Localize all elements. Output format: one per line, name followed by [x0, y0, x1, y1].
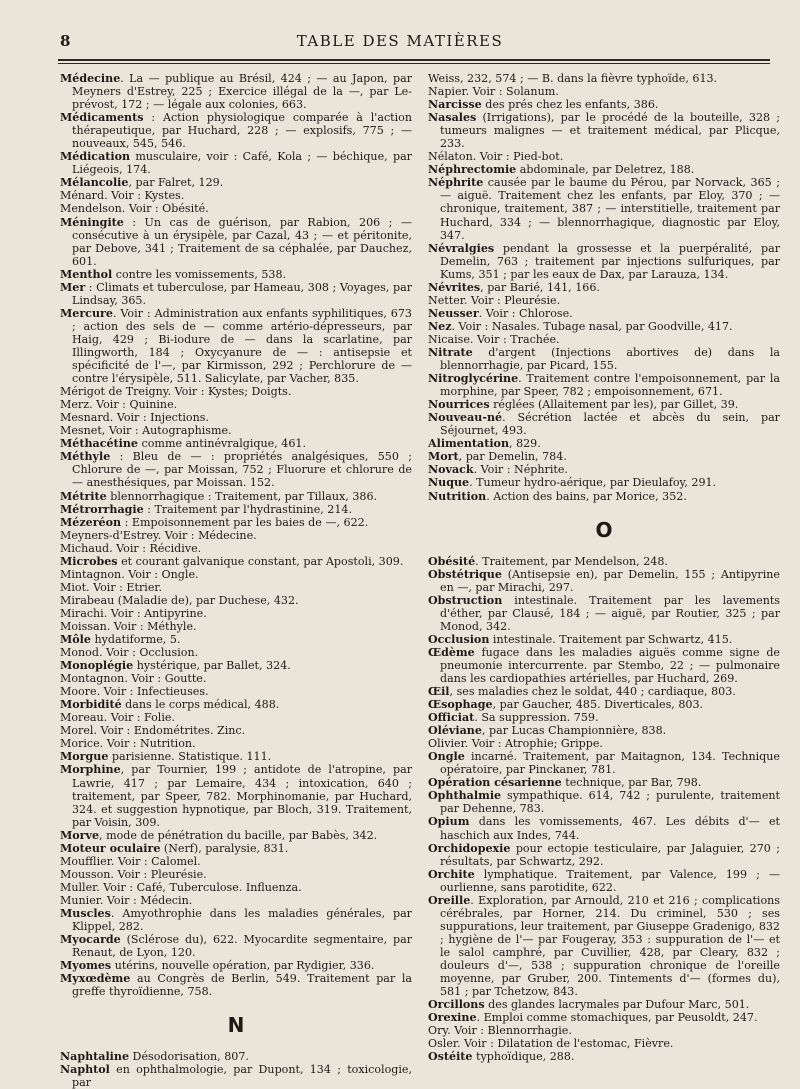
entry-headword: Ostéite	[428, 1050, 473, 1064]
entry-headword: Monoplégie	[60, 659, 134, 673]
entry-text: Olivier. Voir : Atrophie; Grippe.	[428, 737, 603, 751]
index-entry	[428, 594, 780, 633]
entry-text: Netter. Voir : Pleurésie.	[428, 293, 561, 307]
index-entry	[60, 881, 412, 894]
entry-text: Ory. Voir : Blennorrhagie.	[428, 1024, 572, 1038]
entry-headword: Orexine	[428, 1011, 477, 1025]
index-entry	[60, 594, 412, 607]
entry-text: Montagnon. Voir : Goutte.	[60, 672, 207, 686]
entry-headword: Alimentation	[428, 437, 510, 451]
entry-headword: Ophthalmie	[428, 789, 502, 803]
index-entry	[428, 776, 780, 789]
entry-text: . Voir : Néphrite.	[473, 463, 568, 477]
entry-text: pour ectopie testiculaire, par Jalaguier, 270 ; résultats, par Schwartz, 292.	[440, 841, 780, 868]
entry-text: Moore. Voir : Infectieuses.	[60, 685, 209, 699]
entry-text: contre les vomissements, 538.	[112, 267, 287, 281]
entry-text: Michaud. Voir : Récidive.	[60, 541, 202, 555]
entry-text: des prés chez les enfants, 386.	[481, 98, 659, 112]
entry-text: . Voir : Nasales. Tubage nasal, par Goodville, 417.	[451, 319, 733, 333]
entry-text: des glandes lacrymales par Dufour Marc, 501.	[484, 998, 750, 1012]
entry-text: Nicaise. Voir : Trachée.	[428, 332, 560, 346]
index-entry	[60, 490, 412, 503]
entry-headword: Néphrite	[428, 176, 484, 190]
index-entry	[428, 398, 780, 411]
index-entry	[428, 750, 780, 776]
index-entry	[428, 711, 780, 724]
index-entry	[60, 542, 412, 555]
entry-text: Mesnet, Voir : Autographisme.	[60, 424, 232, 438]
entry-headword: Nuque	[428, 476, 470, 490]
entry-headword: Moteur oculaire	[60, 841, 161, 855]
entry-headword: Œil	[428, 685, 450, 699]
entry-headword: Myomes	[60, 959, 112, 973]
section-letter: N	[227, 1013, 245, 1038]
entry-text: , par Falret, 129.	[128, 176, 224, 190]
index-entry	[60, 503, 412, 516]
entry-headword: Mélancolie	[60, 176, 129, 190]
index-entry	[428, 437, 780, 450]
index-entry	[60, 216, 412, 268]
entry-text: sympathique. 614, 742 ; purulente, traitement par Dehenne, 783.	[440, 789, 780, 816]
entry-headword: Nitrate	[428, 345, 473, 359]
index-entry	[428, 998, 780, 1011]
entry-text: (Irrigations), par le procédé de la bouteille, 328 ; tumeurs malignes — et traitement médical, par Plicque, 233.	[440, 111, 780, 151]
index-entry	[60, 607, 412, 620]
entry-headword: Novack	[428, 463, 474, 477]
entry-text: Mintagnon. Voir : Ongle.	[60, 567, 199, 581]
entry-headword: Méthyle	[60, 450, 111, 464]
right-column	[428, 72, 780, 1063]
entry-headword: Orchidopexie	[428, 841, 511, 855]
index-entry	[428, 1050, 780, 1063]
entry-headword: Œdème	[428, 645, 475, 659]
entry-text: Moreau. Voir : Folie.	[60, 711, 175, 725]
index-entry	[60, 202, 412, 215]
entry-text: Nélaton. Voir : Pied-bot.	[428, 150, 564, 164]
index-entry	[428, 633, 780, 646]
index-entry	[60, 868, 412, 881]
entry-text: parisienne. Statistique. 111.	[108, 750, 272, 764]
entry-headword: Obésité	[428, 554, 476, 568]
entry-headword: Névrites	[428, 280, 481, 294]
entry-text: fugace dans les maladies aiguës comme signe de pneumonie intercurrente. par Stembo, 22 ; — pulmonaire dans les cardiopathies artérielles, par Huchard, 269.	[440, 645, 780, 685]
index-entry	[60, 1050, 412, 1063]
entry-headword: Myxœdème	[60, 972, 131, 986]
index-entry	[60, 894, 412, 907]
index-entry	[60, 763, 412, 828]
entry-text: . Amyothrophie dans les maladies générales, par Klippel, 282.	[72, 907, 412, 934]
entry-text: . Exploration, par Arnould, 210 et 216 ; complications cérébrales, par Horner, 214. Du criminel, 530 ; ses suppurations, leur traitement, par Giuseppe Gradenigo, 832 ; hygiène de l'— par Fougeray, 353 : suppuration de l'— et le salol camphré, par Cuvillier, 428, par Cleary, 832 ; douleurs d'—, 538 ; suppuration chronique de l'oreille moyenne, par Gruber, 200. Tintements d'— (formes du), 581 ; par Tchetzow, 843.	[440, 893, 780, 999]
entry-text: au Congrès de Berlin, 549. Traitement par la greffe thyroïdienne, 758.	[72, 972, 412, 999]
index-entry	[60, 620, 412, 633]
entry-text: dans le corps médical, 488.	[121, 698, 280, 712]
entry-headword: Narcisse	[428, 98, 482, 112]
entry-headword: Neusser	[428, 306, 479, 320]
index-entry	[428, 163, 780, 176]
index-entry	[428, 98, 780, 111]
index-entry	[428, 894, 780, 998]
entry-headword: Médication	[60, 150, 131, 164]
index-entry	[60, 529, 412, 542]
entry-text: Mendelson. Voir : Obésité.	[60, 202, 209, 216]
index-entry	[60, 111, 412, 150]
index-entry	[428, 111, 780, 150]
index-entry	[428, 450, 780, 463]
entry-text: (Nerf), paralysie, 831.	[160, 841, 289, 855]
entry-headword: Morphine	[60, 763, 121, 777]
entry-text: Mirabeau (Maladie de), par Duchese, 432.	[60, 593, 299, 607]
entry-text: : Empoisonnement par les baies de —, 622.	[121, 515, 369, 529]
entry-text: : Climats et tuberculose, par Hameau, 308 ; Voyages, par Lindsay, 365.	[72, 280, 412, 307]
entry-text: Mesnard. Voir : Injections.	[60, 411, 209, 425]
entry-text: hydatiforme, 5.	[90, 633, 181, 647]
index-entry	[428, 150, 780, 163]
index-entry	[428, 346, 780, 372]
index-entry	[428, 85, 780, 98]
entry-text: utérins, nouvelle opération, par Rydigier, 336.	[111, 959, 375, 973]
index-entry	[428, 1011, 780, 1024]
index-entry	[60, 516, 412, 529]
entry-text: : Bleu de — : propriétés analgésiques, 550 ; Chlorure de —, par Moissan, 752 ; Fluorure et chlorure de — anesthésiques, par Moissan. 152.	[72, 450, 412, 490]
entry-text: : Traitement par l'hydrastinine, 214.	[143, 502, 353, 516]
entry-text: hystérique, par Ballet, 324.	[133, 659, 291, 673]
entry-text: : Action physiologique comparée à l'action thérapeutique, par Huchard, 228 ; — explosifs, 775 ; — nouveaux, 545, 546.	[72, 111, 412, 151]
entry-headword: Morve	[60, 828, 100, 842]
entry-headword: Morbidité	[60, 698, 122, 712]
entry-text: incarné. Traitement, par Maitagnon, 134. Technique opératoire, par Pinckaner, 781.	[440, 750, 780, 777]
entry-text: Mousson. Voir : Pleurésie.	[60, 867, 207, 881]
entry-headword: Nourrices	[428, 398, 490, 412]
index-entry	[428, 463, 780, 476]
entry-text: dans les vomissements, 467. Les débits d'— et haschich aux Indes, 744.	[440, 815, 780, 842]
entry-text: . Tumeur hydro-aérique, par Dieulafoy, 291.	[469, 476, 717, 490]
entry-headword: Opération césarienne	[428, 776, 562, 790]
entry-text: . Sa suppression. 759.	[474, 711, 599, 725]
index-entry	[60, 959, 412, 972]
index-entry	[428, 281, 780, 294]
entry-text: , ses maladies chez le soldat, 440 ; cardiaque, 803.	[449, 685, 736, 699]
entry-headword: Officiat	[428, 711, 475, 725]
index-entry	[60, 581, 412, 594]
entry-headword: Mort	[428, 450, 459, 464]
entry-text: Désodorisation, 807.	[129, 1050, 249, 1064]
entry-text: Moissan. Voir : Méthyle.	[60, 619, 197, 633]
entry-text: , 829.	[509, 437, 541, 451]
entry-headword: Nutrition	[428, 489, 487, 503]
entry-text: , par Tournier, 199 ; antidote de l'atropine, par Lawrie, 417 ; par Lemaire, 434 ; intoxication, 640 ; traitement, par Speer, 782. Morphinomanie, par Huchard, 324. et suggestion hypnotique, par Bloch, 319. Traitement, par Voisin, 309.	[72, 763, 412, 829]
index-entry	[428, 698, 780, 711]
page-number: 8	[60, 32, 71, 50]
entry-headword: Métrorrhagie	[60, 502, 144, 516]
index-entry	[60, 646, 412, 659]
index-entry	[60, 750, 412, 763]
index-entry	[428, 1024, 780, 1037]
index-entry	[428, 815, 780, 841]
index-entry	[60, 685, 412, 698]
entry-headword: Occlusion	[428, 632, 490, 646]
index-entry	[60, 424, 412, 437]
index-entry	[428, 568, 780, 594]
index-entry	[60, 268, 412, 281]
index-entry	[428, 646, 780, 685]
entry-text: technique, par Bar, 798.	[561, 776, 702, 790]
entry-text: , par Gaucher, 485. Diverticales, 803.	[492, 698, 704, 712]
index-entry	[428, 411, 780, 437]
entry-text: . Emploi comme stomachiques, par Peusoldt, 247.	[476, 1011, 758, 1025]
entry-text: Ménard. Voir : Kystes.	[60, 189, 185, 203]
page-header	[0, 28, 800, 58]
index-entry	[428, 789, 780, 815]
index-entry	[60, 737, 412, 750]
index-entry	[60, 711, 412, 724]
entry-text: . Traitement contre l'empoisonnement, par la morphine, par Speer, 782 ; empoisonnement, 671.	[440, 372, 780, 399]
entry-text: Weiss, 232, 574 ; — B. dans la fièvre typhoïde, 613.	[428, 72, 718, 85]
index-entry	[60, 698, 412, 711]
entry-headword: Myocarde	[60, 933, 121, 947]
index-entry	[60, 150, 412, 176]
entry-headword: Menthol	[60, 267, 113, 281]
entry-headword: Néphrectomie	[428, 163, 517, 177]
entry-text: , mode de pénétration du bacille, par Babès, 342.	[99, 828, 378, 842]
index-entry	[428, 737, 780, 750]
entry-text: Munier. Voir : Médecin.	[60, 893, 193, 907]
index-entry	[428, 307, 780, 320]
entry-text: , par Lucas Championnière, 838.	[481, 724, 667, 738]
section-letter: O	[595, 517, 613, 542]
index-entry	[428, 724, 780, 737]
index-entry	[428, 685, 780, 698]
index-entry	[428, 1037, 780, 1050]
header-rule-thin	[58, 63, 770, 64]
header-rule	[58, 59, 770, 61]
index-entry	[60, 724, 412, 737]
entry-headword: Nitroglycérine	[428, 372, 519, 386]
index-entry	[428, 72, 780, 85]
index-entry	[60, 1063, 412, 1089]
entry-text: Merz. Voir : Quinine.	[60, 398, 178, 412]
index-entry	[60, 411, 412, 424]
entry-text: (Sclérose du), 622. Myocardite segmentaire, par Renaut, de Lyon, 120.	[72, 933, 412, 960]
entry-headword: Œsophage	[428, 698, 493, 712]
entry-headword: Nez	[428, 319, 452, 333]
index-entry	[428, 320, 780, 333]
entry-text: blennorrhagique : Traitement, par Tillaux, 386.	[106, 489, 378, 503]
entry-text: Osler. Voir : Dilatation de l'estomac, Fièvre.	[428, 1037, 674, 1051]
entry-headword: Oléviane	[428, 724, 482, 738]
index-entry	[60, 307, 412, 385]
entry-text: Mirachi. Voir : Antipyrine.	[60, 606, 207, 620]
entry-headword: Métrite	[60, 489, 107, 503]
index-entry	[60, 281, 412, 307]
entry-text: . Action des bains, par Morice, 352.	[486, 489, 687, 503]
index-entry	[60, 829, 412, 842]
index-entry	[60, 633, 412, 646]
entry-headword: Mer	[60, 280, 86, 294]
entry-text: musculaire, voir : Café, Kola ; — béchique, par Liégeois, 174.	[72, 150, 412, 177]
index-entry	[60, 176, 412, 189]
index-entry	[60, 72, 412, 111]
left-column	[60, 72, 412, 1089]
entry-text: . Traitement, par Mendelson, 248.	[475, 554, 668, 568]
index-entry	[60, 189, 412, 202]
entry-text: pendant la grossesse et la puerpéralité, par Demelin, 763 ; traitement par injections sulfuriques, par Kums, 351 ; par les eaux de Dax, par Larauza, 134.	[440, 241, 780, 281]
index-entry	[60, 659, 412, 672]
entry-text: réglées (Allaitement par les), par Gillet, 39.	[489, 398, 739, 412]
index-entry	[60, 933, 412, 959]
entry-text: Meyners-d'Estrey. Voir : Médecine.	[60, 528, 257, 542]
entry-headword: Obstruction	[428, 593, 503, 607]
entry-text: et courant galvanique constant, par Apostoli, 309.	[117, 554, 404, 568]
entry-headword: Microbes	[60, 554, 118, 568]
entry-headword: Obstétrique	[428, 567, 502, 581]
index-entry	[60, 555, 412, 568]
entry-headword: Orcillons	[428, 998, 485, 1012]
entry-headword: Opium	[428, 815, 470, 829]
index-entry	[428, 555, 780, 568]
index-entry	[428, 176, 780, 241]
index-entry	[60, 398, 412, 411]
entry-headword: Méningite	[60, 215, 124, 229]
index-entry	[60, 907, 412, 933]
entry-headword: Oreille	[428, 893, 471, 907]
index-entry	[60, 437, 412, 450]
entry-headword: Morgue	[60, 750, 109, 764]
entry-text: . La — publique au Brésil, 424 ; — au Japon, par Meyners d'Estrey, 225 ; Exercice illégal de la —, par Le-prévost, 172 ; — légale aux colonies, 663.	[72, 72, 412, 112]
index-entry	[60, 855, 412, 868]
entry-text: abdominale, par Deletrez, 188.	[516, 163, 695, 177]
entry-text: Morice. Voir : Nutrition.	[60, 737, 196, 751]
entry-text: lymphatique. Traitement, par Valence, 199 ; — ourlienne, sans parotidite, 622.	[440, 867, 780, 894]
entry-headword: Médicaments	[60, 111, 144, 125]
entry-text: . Sécrétion lactée et abcès du sein, par Séjournet, 493.	[440, 411, 780, 438]
entry-text: Morel. Voir : Endométrites. Zinc.	[60, 724, 246, 738]
entry-headword: Nasales	[428, 111, 477, 125]
entry-text: intestinale. Traitement par les lavements d'éther, par Clausé, 184 ; — aiguë, par Routier, 325 ; par Monod, 342.	[440, 593, 780, 633]
index-entry	[428, 333, 780, 346]
entry-text: Miot. Voir : Etrier.	[60, 580, 162, 594]
entry-text: (Antisepsie en), par Demelin, 155 ; Antipyrine en —, par Mirachi, 297.	[440, 567, 780, 594]
index-entry	[60, 672, 412, 685]
entry-text: en ophthalmologie, par Dupont, 134 ; toxicologie, par	[72, 1063, 412, 1089]
entry-headword: Médecine	[60, 72, 121, 85]
entry-text: Muller. Voir : Café, Tuberculose. Influenza.	[60, 880, 302, 894]
index-entry	[60, 972, 412, 998]
entry-headword: Névralgies	[428, 241, 495, 255]
entry-headword: Môle	[60, 633, 91, 647]
entry-headword: Méthacétine	[60, 437, 138, 451]
index-entry	[60, 450, 412, 489]
entry-headword: Mézeréon	[60, 515, 122, 529]
entry-headword: Naphtaline	[60, 1050, 130, 1064]
entry-headword: Nouveau-né	[428, 411, 503, 425]
entry-text: , par Barié, 141, 166.	[480, 280, 600, 294]
entry-headword: Orchite	[428, 867, 475, 881]
index-entry	[60, 842, 412, 855]
index-entry	[60, 568, 412, 581]
index-entry	[428, 242, 780, 281]
entry-text: causée par le baume du Pérou, par Norvack, 365 ; — aiguë. Traitement chez les enfants, par Eloy, 370 ; — chronique, traitement, 387 ; — interstitielle, traitement par Huchard, 334 ; — blennorrhagique, diagnostic par Eloy, 347.	[440, 176, 780, 242]
entry-text: . Voir : Chlorose.	[478, 306, 573, 320]
entry-text: Mérigot de Treigny. Voir : Kystes; Doigts.	[60, 385, 292, 399]
index-entry	[428, 372, 780, 398]
entry-text: Napier. Voir : Solanum.	[428, 85, 559, 99]
entry-headword: Mercure	[60, 306, 113, 320]
entry-text: d'argent (Injections abortives de) dans la blennorrhagie, par Picard, 155.	[440, 345, 780, 373]
entry-text: : Un cas de guérison, par Rabion, 206 ; — consécutive à un érysipèle, par Cazal, 43 ; — et péritonite, par Debove, 341 ; Traitement de sa céphalée, par Dauchez, 601.	[72, 215, 412, 268]
entry-text: typhoïdique, 288.	[472, 1050, 575, 1064]
index-entry	[428, 842, 780, 868]
entry-text: intestinale. Traitement par Schwartz, 415.	[489, 632, 733, 646]
entry-headword: Muscles	[60, 907, 111, 920]
entry-text: , par Demelin, 784.	[458, 450, 567, 464]
index-entry	[60, 385, 412, 398]
entry-text: comme antinévralgique, 461.	[138, 437, 306, 451]
entry-text: . Voir : Administration aux enfants syphilitiques, 673 ; action des sels de — comme artério-dépresseurs, par Haig, 429 ; Bi-iodure de — dans la scarlatine, par Illingworth, 184 ; Oxycyanure de — : antisepsie et spécificité de l'—, par Kirmisson, 292 ; Perchlorure de — contre l'érysipèle, 511. Salicylate, par Vacher, 835.	[72, 306, 412, 386]
index-entry	[428, 294, 780, 307]
index-entry	[428, 476, 780, 489]
index-entry	[428, 868, 780, 894]
entry-text: Moufflier. Voir : Calomel.	[60, 854, 201, 868]
index-entry	[428, 490, 780, 503]
page-title: TABLE DES MATIÈRES	[296, 32, 504, 50]
entry-text: Monod. Voir : Occlusion.	[60, 646, 199, 660]
entry-headword: Naphtol	[60, 1063, 110, 1077]
entry-headword: Ongle	[428, 750, 465, 764]
